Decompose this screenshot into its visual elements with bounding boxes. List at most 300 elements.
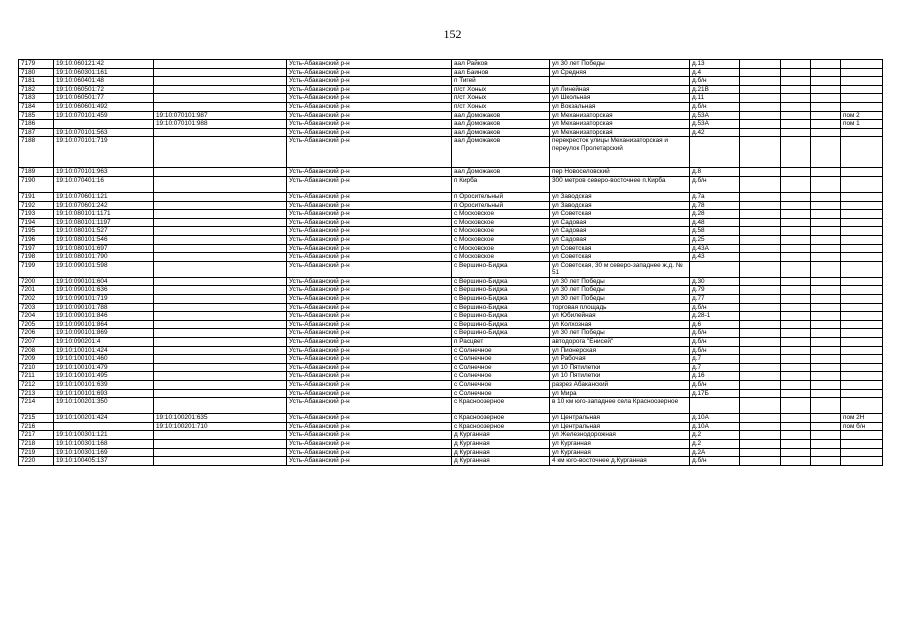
col-9-cell [781,381,811,390]
col-9-cell [781,168,811,177]
col-8-cell [740,329,781,338]
room-cell [841,286,883,295]
premises-number-cell [154,244,287,253]
house-cell [690,398,740,414]
settlement-cell: п Тигей [452,77,550,86]
settlement-cell: аал Доможаков [452,168,550,177]
street-cell: разрез Абаканский [550,381,690,390]
cadastral-number-cell: 19:10:060401:48 [54,77,154,86]
col-8-cell [740,235,781,244]
settlement-cell: с Красноозерное [452,422,550,431]
street-cell: ул Железнодорожная [550,431,690,440]
house-cell: д.77 [690,295,740,304]
col-8-cell [740,120,781,129]
row-number-cell: 7196 [19,235,54,244]
cadastral-number-cell: 19:10:070101:719 [54,137,154,168]
premises-number-cell [154,389,287,398]
district-cell: Усть-Абаканский р-н [287,338,452,347]
premises-number-cell: 19:10:070101:988 [154,120,287,129]
col-8-cell [740,422,781,431]
settlement-cell: п Оросительный [452,201,550,210]
room-cell [841,320,883,329]
district-cell: Усть-Абаканский р-н [287,398,452,414]
room-cell [841,329,883,338]
cadastral-number-cell: 19:10:100301:121 [54,431,154,440]
col-8-cell [740,286,781,295]
col-10-cell [811,372,841,381]
room-cell [841,439,883,448]
house-cell: д.28-1 [690,312,740,321]
col-10-cell [811,218,841,227]
col-10-cell [811,128,841,137]
premises-number-cell [154,277,287,286]
table-row [19,439,883,448]
street-cell: перекресток улицы Механизаторская и переулок Пролетарский [550,137,690,168]
col-10-cell [811,137,841,168]
settlement-cell: п/ст Хоных [452,102,550,111]
table-row [19,414,883,423]
premises-number-cell [154,381,287,390]
room-cell [841,448,883,457]
col-9-cell [781,448,811,457]
col-8-cell [740,277,781,286]
room-cell [841,85,883,94]
col-9-cell [781,85,811,94]
table-row [19,448,883,457]
settlement-cell: аал Доможаков [452,128,550,137]
table-row [19,372,883,381]
district-cell: Усть-Абаканский р-н [287,346,452,355]
col-8-cell [740,320,781,329]
premises-number-cell [154,320,287,329]
col-9-cell [781,363,811,372]
col-10-cell [811,312,841,321]
row-number-cell: 7188 [19,137,54,168]
col-10-cell [811,457,841,466]
row-number-cell: 7218 [19,439,54,448]
col-10-cell [811,414,841,423]
col-9-cell [781,201,811,210]
cadastral-number-cell: 19:10:100201:350 [54,398,154,414]
settlement-cell: с Вершино-Биджа [452,277,550,286]
row-number-cell: 7217 [19,431,54,440]
registry-table [18,59,883,466]
premises-number-cell [154,303,287,312]
settlement-cell: с Вершино-Биджа [452,320,550,329]
col-9-cell [781,102,811,111]
cadastral-number-cell: 19:10:070401:16 [54,176,154,192]
district-cell: Усть-Абаканский р-н [287,128,452,137]
settlement-cell: с Вершино-Биджа [452,295,550,304]
house-cell: д.53А [690,120,740,129]
settlement-cell: с Московское [452,218,550,227]
col-8-cell [740,244,781,253]
col-8-cell [740,414,781,423]
col-9-cell [781,346,811,355]
street-cell: ул Юбилейная [550,312,690,321]
settlement-cell: с Московское [452,244,550,253]
house-cell: д.78 [690,201,740,210]
row-number-cell: 7191 [19,192,54,201]
house-cell: д.10А [690,414,740,423]
row-number-cell: 7220 [19,457,54,466]
room-cell [841,295,883,304]
row-number-cell: 7208 [19,346,54,355]
district-cell: Усть-Абаканский р-н [287,102,452,111]
table-row [19,218,883,227]
room-cell [841,457,883,466]
room-cell [841,253,883,262]
row-number-cell: 7179 [19,60,54,69]
street-cell: ул 30 лет Победы [550,286,690,295]
district-cell: Усть-Абаканский р-н [287,448,452,457]
district-cell: Усть-Абаканский р-н [287,431,452,440]
district-cell: Усть-Абаканский р-н [287,439,452,448]
col-9-cell [781,128,811,137]
settlement-cell: п Оросительный [452,192,550,201]
col-9-cell [781,227,811,236]
cadastral-number-cell [54,422,154,431]
col-8-cell [740,431,781,440]
cadastral-number-cell: 19:10:060301:161 [54,68,154,77]
cadastral-number-cell: 19:10:100405:137 [54,457,154,466]
col-8-cell [740,457,781,466]
col-9-cell [781,338,811,347]
street-cell: ул Механизаторская [550,128,690,137]
house-cell: д.25 [690,235,740,244]
table-row [19,102,883,111]
room-cell [841,77,883,86]
room-cell [841,338,883,347]
settlement-cell: с Солнечное [452,363,550,372]
col-10-cell [811,295,841,304]
settlement-cell: д Курганная [452,431,550,440]
house-cell: д.2 [690,439,740,448]
house-cell: д.б/н [690,457,740,466]
settlement-cell: д Курганная [452,439,550,448]
row-number-cell: 7180 [19,68,54,77]
district-cell: Усть-Абаканский р-н [287,312,452,321]
col-9-cell [781,312,811,321]
house-cell: д.2 [690,431,740,440]
district-cell: Усть-Абаканский р-н [287,137,452,168]
table-row [19,457,883,466]
table-row [19,176,883,192]
col-9-cell [781,355,811,364]
street-cell: ул Центральная [550,414,690,423]
room-cell: пом 2 [841,111,883,120]
col-8-cell [740,102,781,111]
street-cell: ул Пионерская [550,346,690,355]
col-10-cell [811,439,841,448]
row-number-cell: 7201 [19,286,54,295]
cadastral-number-cell: 19:10:090101:864 [54,320,154,329]
col-9-cell [781,244,811,253]
row-number-cell: 7192 [19,201,54,210]
premises-number-cell [154,68,287,77]
table-row [19,422,883,431]
col-9-cell [781,218,811,227]
room-cell [841,227,883,236]
col-8-cell [740,381,781,390]
row-number-cell: 7209 [19,355,54,364]
house-cell [690,261,740,277]
street-cell: 4 км юго-восточнее д.Курганная [550,457,690,466]
col-10-cell [811,77,841,86]
room-cell [841,431,883,440]
house-cell: д.30 [690,277,740,286]
district-cell: Усть-Абаканский р-н [287,422,452,431]
table-row [19,253,883,262]
row-number-cell: 7202 [19,295,54,304]
cadastral-number-cell: 19:10:080101:1197 [54,218,154,227]
house-cell: д.16 [690,372,740,381]
table-row [19,94,883,103]
street-cell: торговая площадь [550,303,690,312]
row-number-cell: 7181 [19,77,54,86]
cadastral-number-cell: 19:10:060121:42 [54,60,154,69]
cadastral-number-cell: 19:10:100101:495 [54,372,154,381]
settlement-cell: п/ст Хоных [452,94,550,103]
street-cell: ул Советская, 30 м северо-западнее ж.д. № 51 [550,261,690,277]
col-10-cell [811,346,841,355]
district-cell: Усть-Абаканский р-н [287,244,452,253]
street-cell: ул Садовая [550,227,690,236]
table-row [19,168,883,177]
house-cell: д.7 [690,355,740,364]
table-row [19,346,883,355]
settlement-cell: аал Доможаков [452,120,550,129]
col-9-cell [781,431,811,440]
house-cell: д.7 [690,363,740,372]
house-cell: д.8 [690,168,740,177]
row-number-cell: 7198 [19,253,54,262]
house-cell: д.17Б [690,389,740,398]
settlement-cell: с Вершино-Биджа [452,303,550,312]
premises-number-cell [154,431,287,440]
col-9-cell [781,398,811,414]
col-10-cell [811,363,841,372]
col-8-cell [740,128,781,137]
cadastral-number-cell: 19:10:100101:424 [54,346,154,355]
premises-number-cell [154,338,287,347]
col-10-cell [811,102,841,111]
house-cell: д.11 [690,94,740,103]
street-cell: ул Советская [550,210,690,219]
page-number: 152 [443,27,462,41]
premises-number-cell [154,201,287,210]
table-row [19,295,883,304]
room-cell [841,235,883,244]
row-number-cell: 7190 [19,176,54,192]
cadastral-number-cell: 19:10:080101:527 [54,227,154,236]
room-cell [841,176,883,192]
district-cell: Усть-Абаканский р-н [287,261,452,277]
settlement-cell: аал Баинов [452,68,550,77]
premises-number-cell [154,253,287,262]
col-8-cell [740,218,781,227]
house-cell: д.21В [690,85,740,94]
col-10-cell [811,68,841,77]
col-9-cell [781,303,811,312]
row-number-cell: 7213 [19,389,54,398]
col-10-cell [811,286,841,295]
col-10-cell [811,422,841,431]
table-row [19,235,883,244]
room-cell [841,303,883,312]
cadastral-number-cell: 19:10:070101:459 [54,111,154,120]
col-10-cell [811,244,841,253]
district-cell: Усть-Абаканский р-н [287,303,452,312]
room-cell [841,261,883,277]
premises-number-cell [154,398,287,414]
street-cell: ул Средняя [550,68,690,77]
settlement-cell: аал Доможаков [452,111,550,120]
col-10-cell [811,389,841,398]
col-9-cell [781,261,811,277]
table-row [19,320,883,329]
premises-number-cell [154,355,287,364]
table-row [19,381,883,390]
cadastral-number-cell: 19:10:060601:492 [54,102,154,111]
table-row [19,111,883,120]
col-8-cell [740,363,781,372]
premises-number-cell [154,329,287,338]
col-8-cell [740,253,781,262]
settlement-cell: с Солнечное [452,381,550,390]
house-cell: д.б/н [690,338,740,347]
row-number-cell: 7210 [19,363,54,372]
row-number-cell: 7199 [19,261,54,277]
district-cell: Усть-Абаканский р-н [287,329,452,338]
col-10-cell [811,60,841,69]
col-8-cell [740,210,781,219]
col-8-cell [740,389,781,398]
table-row [19,60,883,69]
col-8-cell [740,398,781,414]
col-9-cell [781,414,811,423]
table-row [19,244,883,253]
room-cell [841,128,883,137]
street-cell: ул Заводская [550,192,690,201]
col-8-cell [740,312,781,321]
table-row [19,85,883,94]
room-cell: пом б/н [841,422,883,431]
table-row [19,303,883,312]
settlement-cell: п Расцвет [452,338,550,347]
cadastral-number-cell [54,120,154,129]
house-cell: д.б/н [690,77,740,86]
col-10-cell [811,381,841,390]
col-8-cell [740,85,781,94]
col-8-cell [740,201,781,210]
district-cell: Усть-Абаканский р-н [287,389,452,398]
col-9-cell [781,320,811,329]
district-cell: Усть-Абаканский р-н [287,381,452,390]
district-cell: Усть-Абаканский р-н [287,120,452,129]
col-10-cell [811,227,841,236]
col-10-cell [811,111,841,120]
row-number-cell: 7215 [19,414,54,423]
cadastral-number-cell: 19:10:080101:697 [54,244,154,253]
district-cell: Усть-Абаканский р-н [287,277,452,286]
cadastral-number-cell: 19:10:080101:546 [54,235,154,244]
street-cell: ул Колхозная [550,320,690,329]
row-number-cell: 7219 [19,448,54,457]
room-cell [841,277,883,286]
premises-number-cell [154,192,287,201]
settlement-cell: аал Райков [452,60,550,69]
room-cell [841,389,883,398]
col-10-cell [811,94,841,103]
house-cell: д.58 [690,227,740,236]
street-cell: ул Заводская [550,201,690,210]
street-cell: ул 30 лет Победы [550,277,690,286]
house-cell [690,137,740,168]
col-9-cell [781,176,811,192]
col-8-cell [740,137,781,168]
col-10-cell [811,210,841,219]
settlement-cell: с Солнечное [452,389,550,398]
premises-number-cell [154,261,287,277]
house-cell: д.б/н [690,346,740,355]
room-cell [841,102,883,111]
house-cell: д.б/н [690,176,740,192]
col-10-cell [811,176,841,192]
district-cell: Усть-Абаканский р-н [287,286,452,295]
cadastral-number-cell: 19:10:080101:790 [54,253,154,262]
settlement-cell: с Московское [452,253,550,262]
street-cell: ул 30 лет Победы [550,60,690,69]
col-10-cell [811,261,841,277]
premises-number-cell [154,176,287,192]
col-10-cell [811,168,841,177]
col-8-cell [740,68,781,77]
col-8-cell [740,192,781,201]
room-cell [841,68,883,77]
row-number-cell: 7182 [19,85,54,94]
premises-number-cell [154,295,287,304]
table-row [19,201,883,210]
col-9-cell [781,235,811,244]
cadastral-number-cell: 19:10:100101:479 [54,363,154,372]
col-8-cell [740,372,781,381]
settlement-cell: с Солнечное [452,355,550,364]
table-row [19,277,883,286]
settlement-cell: д Курганная [452,457,550,466]
col-8-cell [740,448,781,457]
settlement-cell: д Курганная [452,448,550,457]
table-row [19,286,883,295]
cadastral-number-cell: 19:10:090201:4 [54,338,154,347]
settlement-cell: с Красноозерное [452,398,550,414]
row-number-cell: 7216 [19,422,54,431]
cadastral-number-cell: 19:10:090101:604 [54,277,154,286]
district-cell: Усть-Абаканский р-н [287,201,452,210]
premises-number-cell [154,128,287,137]
col-9-cell [781,60,811,69]
street-cell: ул 10 Пятилетки [550,372,690,381]
col-8-cell [740,338,781,347]
room-cell: пом 2Н [841,414,883,423]
table-row [19,192,883,201]
settlement-cell: с Московское [452,235,550,244]
district-cell: Усть-Абаканский р-н [287,77,452,86]
col-9-cell [781,192,811,201]
table-row [19,398,883,414]
col-8-cell [740,261,781,277]
row-number-cell: 7189 [19,168,54,177]
